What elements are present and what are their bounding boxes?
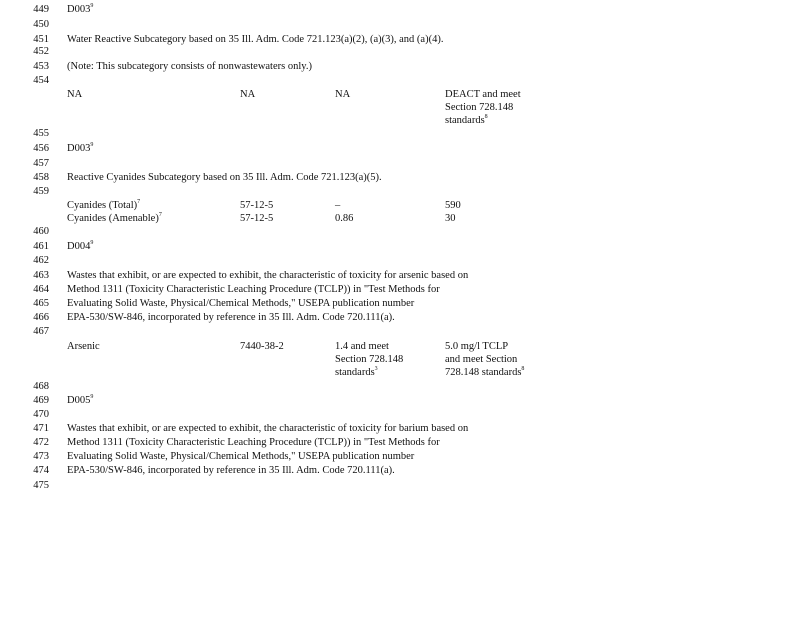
table-cell-wastewater: 0.86: [335, 213, 354, 224]
line-number: 457: [33, 158, 49, 169]
footnote-mark: 3: [374, 366, 378, 372]
line-number: 469: [33, 395, 49, 406]
table-cell-nonwastewater: 728.148 standards$^8$: [445, 366, 525, 378]
table-cell-constituent: NA: [67, 89, 83, 100]
paragraph-line: Evaluating Solid Waste, Physical/Chemical Methods," USEPA publication number: [67, 298, 415, 309]
table-cell-constituent: Cyanides (Amenable)$^7$: [67, 212, 162, 224]
footnote-mark: 7: [137, 199, 141, 205]
subcategory-note: (Note: This subcategory consists of nonwastewaters only.): [67, 61, 312, 72]
paragraph-line: Method 1311 (Toxicity Characteristic Leaching Procedure (TCLP)) in "Test Methods for: [67, 284, 440, 295]
table-cell-constituent: Arsenic: [67, 341, 100, 352]
line-number: 458: [33, 172, 49, 183]
line-number: 456: [33, 143, 49, 154]
table-cell-cas-number: 7440-38-2: [240, 341, 284, 352]
line-number: 472: [33, 437, 49, 448]
footnote-mark: 9: [90, 240, 94, 246]
table-cell-nonwastewater: 30: [445, 213, 456, 224]
line-number: 470: [33, 409, 49, 420]
table-cell-wastewater: –: [335, 200, 341, 211]
line-number: 468: [33, 381, 49, 392]
line-number: 471: [33, 423, 49, 434]
waste-code-heading: $D005^9$: [67, 394, 94, 406]
paragraph-line: Wastes that exhibit, or are expected to exhibit, the characteristic of toxicity for arsenic based on: [67, 270, 469, 281]
paragraph-line: EPA-530/SW-846, incorporated by reference in 35 Ill. Adm. Code 720.111(a).: [67, 465, 395, 476]
table-cell-nonwastewater: standards$^8$: [445, 114, 488, 126]
line-number: 467: [33, 326, 49, 337]
line-number: 473: [33, 451, 49, 462]
table-cell-wastewater: 1.4 and meet: [335, 341, 389, 352]
footnote-mark: 8: [484, 114, 488, 120]
footnote-mark: 9: [90, 394, 94, 400]
table-cell-cas-number: 57-12-5: [240, 200, 274, 211]
table-cell-nonwastewater: 590: [445, 200, 461, 211]
line-number: 461: [33, 241, 49, 252]
table-cell-cas-number: 57-12-5: [240, 213, 274, 224]
table-cell-wastewater: standards$^3$: [335, 366, 378, 378]
subcategory-description: Water Reactive Subcategory based on 35 Ill. Adm. Code 721.123(a)(2), (a)(3), and (a)(4).: [67, 34, 444, 45]
footnote-mark: 8: [521, 366, 525, 372]
table-cell-cas-number: NA: [240, 89, 256, 100]
subcategory-description: Reactive Cyanides Subcategory based on 35 Ill. Adm. Code 721.123(a)(5).: [67, 172, 382, 183]
line-number: 474: [33, 465, 49, 476]
paragraph-line: EPA-530/SW-846, incorporated by reference in 35 Ill. Adm. Code 720.111(a).: [67, 312, 395, 323]
line-number: 454: [33, 75, 49, 86]
line-number: 453: [33, 61, 49, 72]
paragraph-line: Wastes that exhibit, or are expected to exhibit, the characteristic of toxicity for barium based on: [67, 423, 469, 434]
line-number: 466: [33, 312, 49, 323]
line-number: 460: [33, 226, 49, 237]
line-number: 449: [33, 4, 49, 15]
table-cell-constituent: Cyanides (Total)$^7$: [67, 199, 141, 211]
waste-code-heading: $D003^9$: [67, 142, 94, 154]
line-number: 451: [33, 34, 49, 45]
table-cell-nonwastewater: 5.0 mg/l TCLP: [445, 341, 509, 352]
waste-code-heading: $D004^9$: [67, 240, 94, 252]
line-number: 459: [33, 186, 49, 197]
line-number: 464: [33, 284, 49, 295]
line-number: 463: [33, 270, 49, 281]
line-number: 452: [33, 46, 49, 57]
table-cell-nonwastewater: and meet Section: [445, 354, 518, 365]
paragraph-line: Evaluating Solid Waste, Physical/Chemical Methods," USEPA publication number: [67, 451, 415, 462]
waste-code-heading: $D003^9$: [67, 3, 94, 15]
table-cell-wastewater: Section 728.148: [335, 354, 404, 365]
table-cell-wastewater: NA: [335, 89, 351, 100]
table-cell-nonwastewater: Section 728.148: [445, 102, 514, 113]
line-number: 455: [33, 128, 49, 139]
line-number: 462: [33, 255, 49, 266]
line-number: 465: [33, 298, 49, 309]
footnote-mark: 9: [90, 142, 94, 148]
footnote-mark: 9: [90, 3, 94, 9]
paragraph-line: Method 1311 (Toxicity Characteristic Leaching Procedure (TCLP)) in "Test Methods for: [67, 437, 440, 448]
line-number: 475: [33, 480, 49, 491]
footnote-mark: 7: [158, 212, 162, 218]
table-cell-nonwastewater: DEACT and meet: [445, 89, 521, 100]
line-number: 450: [33, 19, 49, 30]
